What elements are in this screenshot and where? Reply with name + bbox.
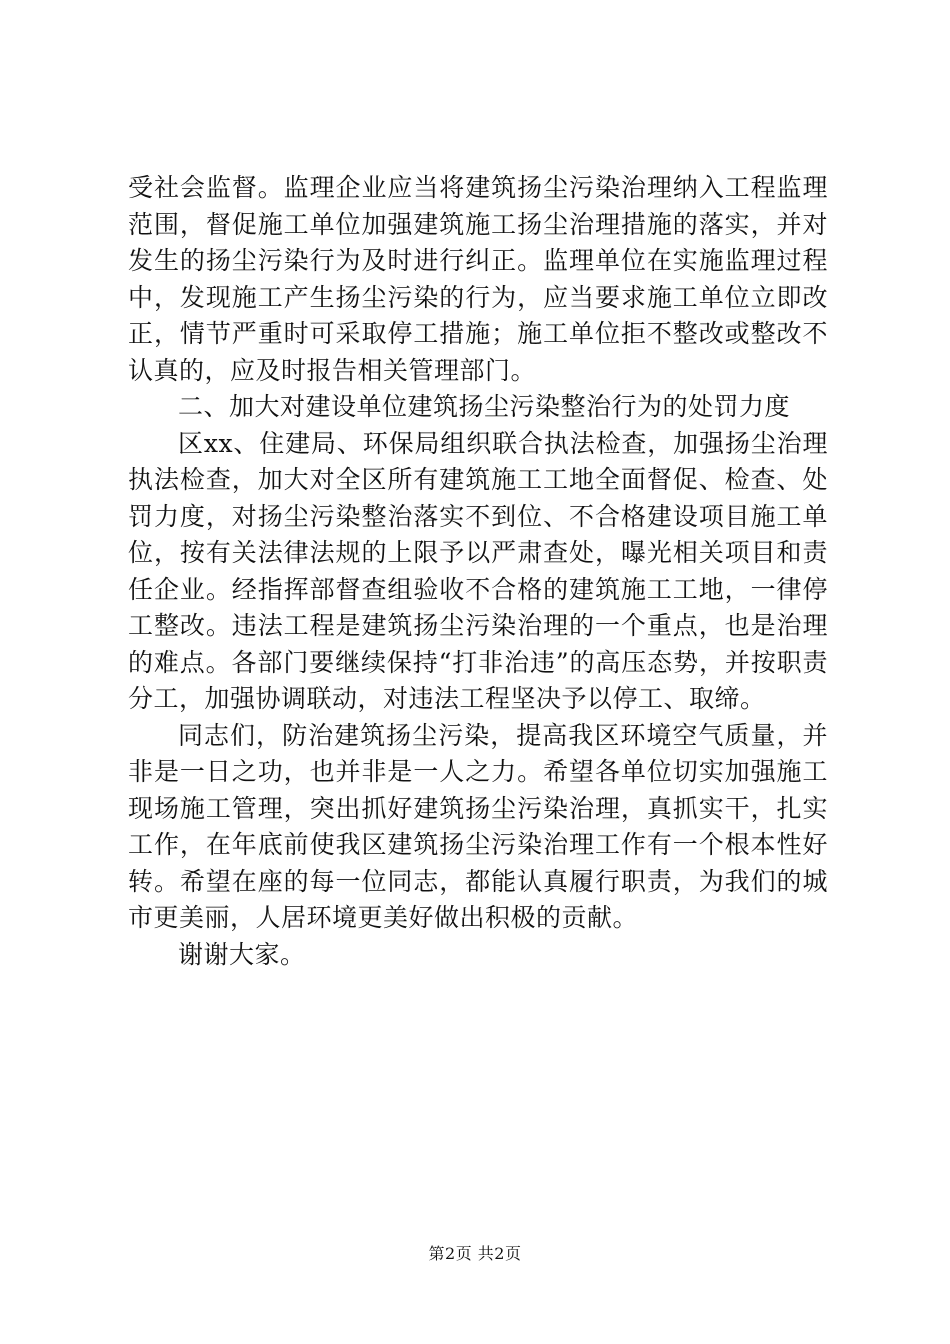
paragraph-supervision: 受社会监督。监理企业应当将建筑扬尘污染治理纳入工程监理范围，督促施工单位加强建筑施工扬尘治理措施的落实，并对发生的扬尘污染行为及时进行纠正。监理单位在实施监理过程中，发现施工产生扬尘污染的行为，应当要求施工单位立即改正，情节严重时可采取停工措施；施工单位拒不整改或整改不认真的，应及时报告相关管理部门。 <box>128 173 828 385</box>
paragraph-closing-remarks: 同志们，防治建筑扬尘污染，提高我区环境空气质量，并非是一日之功，也并非是一人之力。希望各单位切实加强施工现场施工管理，突出抓好建筑扬尘污染治理，真抓实干，扎实工作，在年底前使我区建筑扬尘污染治理工作有一个根本性好转。希望在座的每一位同志，都能认真履行职责，为我们的城市更美丽，人居环境更美好做出积极的贡献。 <box>128 720 828 932</box>
page-number-footer: 第2页 共2页 <box>428 1244 522 1263</box>
section-heading-penalty: 二、加大对建设单位建筑扬尘污染整治行为的处罚力度 <box>178 392 791 421</box>
paragraph-thanks: 谢谢大家。 <box>178 939 306 969</box>
document-body <box>128 170 828 973</box>
paragraph-enforcement: 区xx、住建局、环保局组织联合执法检查，加强扬尘治理执法检查，加大对全区所有建筑施工工地全面督促、检查、处罚力度，对扬尘污染整治落实不到位、不合格建设项目施工单位，按有关法律法规的上限予以严肃查处，曝光相关项目和责任企业。经指挥部督查组验收不合格的建筑施工工地，一律停工整改。违法工程是建筑扬尘污染治理的一个重点，也是治理的难点。各部门要继续保持“打非治违”的高压态势，并按职责分工，加强协调联动，对违法工程坚决予以停工、取缔。 <box>128 428 828 713</box>
